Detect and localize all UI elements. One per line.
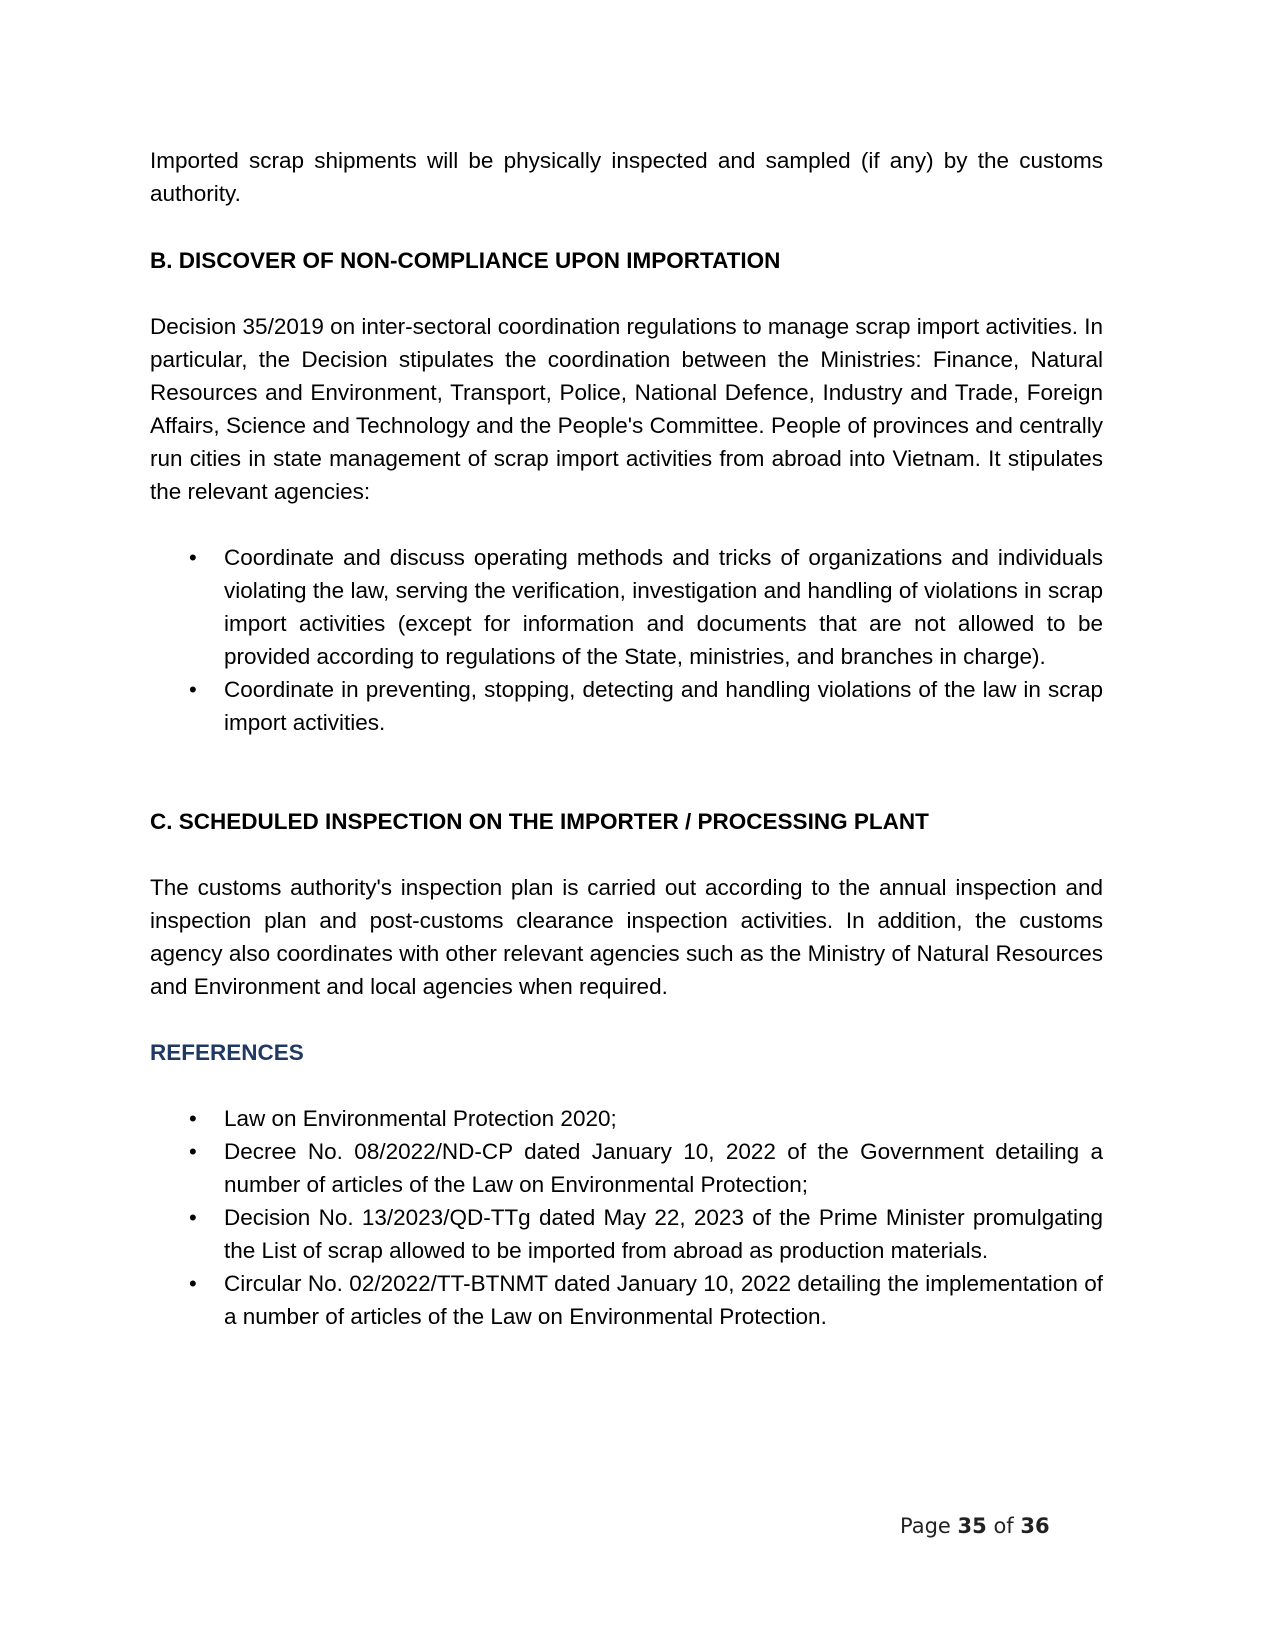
page-number-footer [900, 1514, 1050, 1538]
section-b-heading: B. DISCOVER OF NON-COMPLIANCE UPON IMPORTATION [150, 248, 781, 273]
of-word: of [993, 1514, 1014, 1538]
bullet-icon: • [189, 1271, 197, 1296]
bullet-icon: • [189, 677, 197, 702]
bullet-icon: • [189, 1205, 197, 1230]
intro-paragraph: Imported scrap shipments will be physically inspected and sampled (if any) by the customs authority. [150, 148, 1103, 206]
bullet-icon: • [189, 545, 197, 570]
references-list [150, 1102, 1103, 1333]
list-item: • Decision No. 13/2023/QD-TTg dated May 22, 2023 of the Prime Minister promulgating the List of scrap allowed to be imported from abroad as production materials. [150, 1201, 1103, 1267]
list-item: • Coordinate in preventing, stopping, detecting and handling violations of the law in scrap import activities. [150, 673, 1103, 739]
section-b-bullet-list [150, 541, 1103, 739]
list-item: • Coordinate and discuss operating methods and tricks of organizations and individuals violating the law, serving the verification, investigation and handling of violations in scrap import activities (except for information and documents that are not allowed to be provided according to regulations of the State, ministries, and branches in charge). [150, 541, 1103, 673]
references-heading: REFERENCES [150, 1040, 304, 1065]
current-page-number: 35 [957, 1514, 987, 1538]
page-word: Page [900, 1514, 951, 1538]
section-c-heading: C. SCHEDULED INSPECTION ON THE IMPORTER / PROCESSING PLANT [150, 809, 929, 834]
list-item: • Decree No. 08/2022/ND-CP dated January 10, 2022 of the Government detailing a number of articles of the Law on Environmental Protection; [150, 1135, 1103, 1201]
document-page [150, 144, 1103, 1333]
total-page-number: 36 [1020, 1514, 1050, 1538]
bullet-icon: • [189, 1106, 197, 1131]
list-item: • Law on Environmental Protection 2020; [150, 1102, 1103, 1135]
section-b-paragraph: Decision 35/2019 on inter-sectoral coordination regulations to manage scrap import activities. In particular, the Decision stipulates the coordination between the Ministries: Finance, Natural Resources and Environment, Transport, Police, National Defence, Industry and Trade, Foreign Affairs, Science and Technology and the People's Committee. People of provinces and centrally run cities in state management of scrap import activities from abroad into Vietnam. It stipulates the relevant agencies: [150, 314, 1104, 504]
section-c-paragraph: The customs authority's inspection plan is carried out according to the annual inspection and inspection plan and post-customs clearance inspection activities. In addition, the customs agency also coordinates with other relevant agencies such as the Ministry of Natural Resources and Environment and local agencies when required. [150, 875, 1103, 999]
list-item: • Circular No. 02/2022/TT-BTNMT dated January 10, 2022 detailing the implementation of a number of articles of the Law on Environmental Protection. [150, 1267, 1103, 1333]
bullet-icon: • [189, 1139, 197, 1164]
